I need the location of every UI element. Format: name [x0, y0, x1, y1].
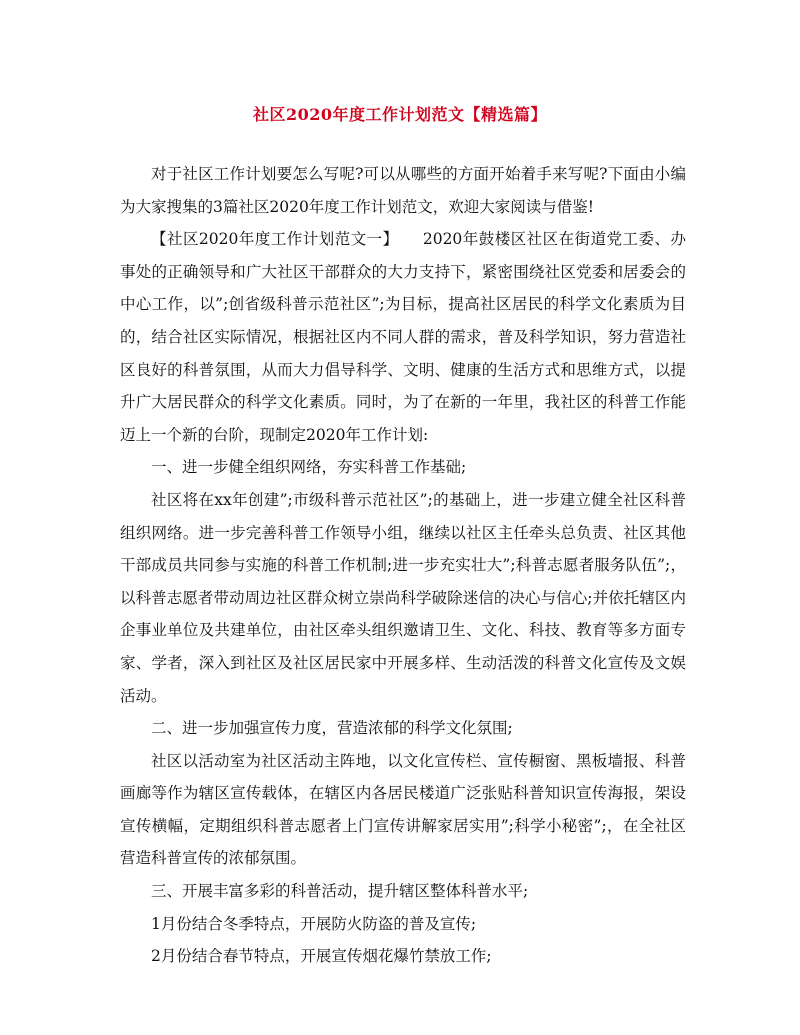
- paragraph-plan-one: 【社区2020年度工作计划范文一】 2020年鼓楼区社区在街道党工委、办事处的正确领导和广大社区干部群众的大力支持下，紧密围绕社区党委和居委会的中心工作，以”;创省级科普示范社区”;为目标，提高社区居民的科学文化素质为目的，结合社区实际情况，根据社区内不同人群的需求，普及科学知识，努力营造社区良好的科普氛围，从而大力倡导科学、文明、健康的生活方式和思维方式，以提升广大居民群众的科学文化素质。同时，为了在新的一年里，我社区的科普工作能迈上一个新的台阶，现制定2020年工作计划:: [120, 230, 686, 444]
- list-item-january: 1月份结合冬季特点，开展防火防盗的普及宣传;: [151, 914, 477, 933]
- document-title: 社区2020年度工作计划范文【精选篇】: [252, 105, 548, 124]
- section-heading-2: 二、进一步加强宣传力度，营造浓郁的科学文化氛围;: [151, 719, 513, 738]
- section-heading-3: 三、开展丰富多彩的科普活动，提升辖区整体科普水平;: [151, 882, 529, 901]
- document-body: [120, 158, 686, 973]
- list-item-february: 2月份结合春节特点，开展宣传烟花爆竹禁放工作;: [151, 947, 492, 966]
- paragraph-intro: 对于社区工作计划要怎么写呢?可以从哪些的方面开始着手来写呢?下面由小编为大家搜集的3篇社区2020年度工作计划范文，欢迎大家阅读与借鉴!: [120, 165, 686, 216]
- section-heading-1: 一、进一步健全组织网络，夯实科普工作基础;: [151, 458, 467, 477]
- paragraph-section-2: 社区以活动室为社区活动主阵地，以文化宣传栏、宣传橱窗、黑板墙报、科普画廊等作为辖区宣传载体，在辖区内各居民楼道广泛张贴科普知识宣传海报，架设宣传横幅，定期组织科普志愿者上门宣传讲解家居实用”;科学小秘密”;，在全社区营造科普宣传的浓郁氛围。: [120, 751, 686, 868]
- paragraph-section-1: 社区将在xx年创建”;市级科普示范社区”;的基础上，进一步建立健全社区科普组织网络。进一步完善科普工作领导小组，继续以社区主任牵头总负责、社区其他干部成员共同参与实施的科普工作机制;进一步充实壮大”;科普志愿者服务队伍”;，以科普志愿者带动周边社区群众树立崇尚科学破除迷信的决心与信心;并依托辖区内企事业单位及共建单位，由社区牵头组织邀请卫生、文化、科技、教育等多方面专家、学者，深入到社区及社区居民家中开展多样、生动活泼的科普文化宣传及文娱活动。: [120, 490, 686, 705]
